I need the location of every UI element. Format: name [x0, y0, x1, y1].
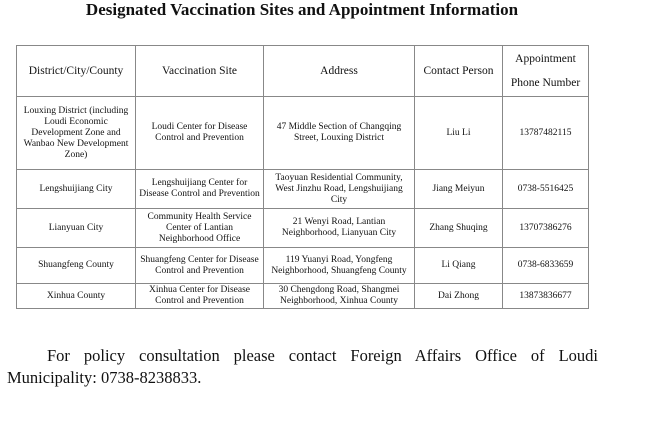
table-row: [17, 170, 589, 209]
cell-phone: 13707386276: [503, 209, 589, 248]
table-row: [17, 97, 589, 170]
cell-contact: Li Qiang: [415, 248, 503, 284]
cell-contact: Jiang Meiyun: [415, 170, 503, 209]
document-title: Designated Vaccination Sites and Appointment Information: [85, 0, 519, 19]
vaccination-sites-table: [16, 45, 589, 309]
cell-contact: Dai Zhong: [415, 284, 503, 309]
cell-phone: 13787482115: [503, 97, 589, 170]
table-row: [17, 248, 589, 284]
table-row: [17, 209, 589, 248]
cell-site: Lengshuijiang Center for Disease Control and Prevention: [136, 170, 264, 209]
header-phone: [503, 46, 589, 97]
cell-contact: Liu Li: [415, 97, 503, 170]
cell-address: Taoyuan Residential Community, West Jinzhu Road, Lengshuijiang City: [264, 170, 415, 209]
header-phone-line1: Appointment: [515, 53, 576, 65]
cell-district: Lianyuan City: [17, 209, 136, 248]
cell-contact: Zhang Shuqing: [415, 209, 503, 248]
cell-address: 119 Yuanyi Road, Yongfeng Neighborhood, Shuangfeng County: [264, 248, 415, 284]
cell-address: 30 Chengdong Road, Shangmei Neighborhood, Xinhua County: [264, 284, 415, 309]
cell-site: Community Health Service Center of Lantian Neighborhood Office: [136, 209, 264, 248]
cell-site: Shuangfeng Center for Disease Control and Prevention: [136, 248, 264, 284]
consultation-note: For policy consultation please contact Foreign Affairs Office of Loudi Municipality: 0738-8238833.: [7, 345, 598, 387]
cell-address: 21 Wenyi Road, Lantian Neighborhood, Lianyuan City: [264, 209, 415, 248]
header-phone-line2: Phone Number: [510, 77, 581, 89]
cell-phone: 13873836677: [503, 284, 589, 309]
cell-district: Louxing District (including Loudi Economic Development Zone and Wanbao New Development Zone): [17, 97, 136, 170]
header-contact: Contact Person: [415, 46, 503, 97]
table-header-row: [17, 46, 589, 97]
cell-phone: 0738-5516425: [503, 170, 589, 209]
cell-district: Lengshuijiang City: [17, 170, 136, 209]
cell-district: Shuangfeng County: [17, 248, 136, 284]
cell-district: Xinhua County: [17, 284, 136, 309]
table-row: [17, 284, 589, 309]
cell-site: Xinhua Center for Disease Control and Prevention: [136, 284, 264, 309]
cell-site: Loudi Center for Disease Control and Prevention: [136, 97, 264, 170]
header-site: Vaccination Site: [136, 46, 264, 97]
header-district: District/City/County: [17, 46, 136, 97]
cell-address: 47 Middle Section of Changqing Street, Louxing District: [264, 97, 415, 170]
cell-phone: 0738-6833659: [503, 248, 589, 284]
header-address: Address: [264, 46, 415, 97]
